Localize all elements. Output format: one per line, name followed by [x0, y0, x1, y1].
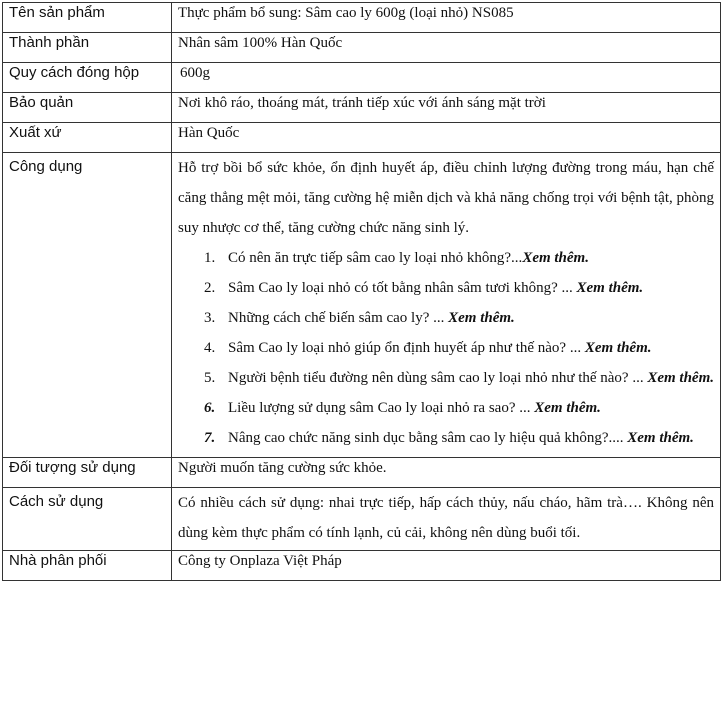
question-number: 1. — [204, 250, 216, 266]
row-origin — [3, 123, 721, 153]
value-ingredients: Nhân sâm 100% Hàn Quốc — [172, 33, 721, 63]
question-text: Có nên ăn trực tiếp sâm cao ly loại nhỏ không?... — [228, 250, 523, 266]
label-distributor: Nhà phân phối — [3, 551, 172, 581]
question-text-wrap — [228, 303, 714, 333]
row-benefits — [3, 153, 721, 458]
question-item[interactable] — [178, 303, 714, 333]
row-storage — [3, 93, 721, 123]
question-text: Sâm Cao ly loại nhỏ giúp ổn định huyết áp như thế nào? ... — [228, 340, 585, 356]
question-item[interactable] — [178, 333, 714, 363]
question-item[interactable] — [178, 273, 714, 303]
question-text: Những cách chế biến sâm cao ly? ... — [228, 310, 449, 326]
question-number: 5. — [204, 370, 216, 386]
label-usage: Cách sử dụng — [3, 488, 172, 551]
question-text: Nâng cao chức năng sinh dục bằng sâm cao ly hiệu quả không?.... — [228, 430, 628, 446]
label-target-users: Đối tượng sử dụng — [3, 458, 172, 488]
read-more-link[interactable]: Xem thêm. — [534, 400, 601, 416]
read-more-link[interactable]: Xem thêm. — [448, 310, 515, 326]
row-product-name — [3, 3, 721, 33]
value-origin: Hàn Quốc — [172, 123, 721, 153]
label-packaging: Quy cách đóng hộp — [3, 63, 172, 93]
product-spec-table — [2, 2, 721, 581]
question-item[interactable] — [178, 243, 714, 273]
row-target-users — [3, 458, 721, 488]
value-target-users: Người muốn tăng cường sức khỏe. — [172, 458, 721, 488]
usage-instructions — [178, 488, 714, 548]
usage-line-2: Không nên dùng kèm thực phẩm có tính lạnh, củ cải, không nên dùng buổi tối. — [178, 495, 714, 541]
question-text-wrap — [228, 273, 714, 303]
question-text: Liều lượng sử dụng sâm Cao ly loại nhỏ ra sao? ... — [228, 400, 535, 416]
benefits-question-list — [178, 243, 714, 453]
row-packaging — [3, 63, 721, 93]
question-number: 3. — [204, 310, 216, 326]
value-packaging: 600g — [172, 63, 721, 93]
question-text-wrap — [228, 423, 714, 453]
read-more-link[interactable]: Xem thêm. — [647, 370, 715, 386]
question-item[interactable] — [178, 423, 714, 453]
usage-line-1: Có nhiều cách sử dụng: nhai trực tiếp, hấp cách thủy, nấu cháo, hãm trà…. — [178, 495, 642, 511]
row-distributor — [3, 551, 721, 581]
read-more-link[interactable]: Xem thêm. — [584, 340, 652, 356]
label-benefits: Công dụng — [3, 153, 172, 458]
question-text-wrap — [228, 333, 714, 363]
benefits-cell — [172, 153, 721, 458]
question-number: 6. — [204, 400, 216, 416]
question-text: Người bệnh tiểu đường nên dùng sâm cao ly loại nhỏ như thế nào? ... — [228, 370, 648, 386]
value-storage: Nơi khô ráo, thoáng mát, tránh tiếp xúc với ánh sáng mặt trời — [172, 93, 721, 123]
label-ingredients: Thành phần — [3, 33, 172, 63]
label-product-name: Tên sản phẩm — [3, 3, 172, 33]
row-ingredients — [3, 33, 721, 63]
read-more-link[interactable]: Xem thêm. — [522, 250, 589, 266]
question-text-wrap — [228, 243, 714, 273]
question-number: 7. — [204, 430, 216, 446]
row-usage — [3, 488, 721, 551]
read-more-link[interactable]: Xem thêm. — [627, 430, 694, 446]
question-number: 2. — [204, 280, 216, 296]
question-text-wrap — [228, 393, 714, 423]
question-text-wrap — [228, 363, 714, 393]
read-more-link[interactable]: Xem thêm. — [576, 280, 644, 296]
question-item[interactable] — [178, 363, 714, 393]
question-item[interactable] — [178, 393, 714, 423]
value-product-name: Thực phẩm bổ sung: Sâm cao ly 600g (loại nhỏ) NS085 — [172, 3, 721, 33]
usage-cell — [172, 488, 721, 551]
question-number: 4. — [204, 340, 216, 356]
label-storage: Bảo quản — [3, 93, 172, 123]
label-origin: Xuất xứ — [3, 123, 172, 153]
value-distributor: Công ty Onplaza Việt Pháp — [172, 551, 721, 581]
benefits-description: Hỗ trợ bồi bổ sức khỏe, ổn định huyết áp, điều chỉnh lượng đường trong máu, hạn chế căng thẳng mệt mỏi, tăng cường hệ miễn dịch và khả năng chống trọi với bệnh tật, phòng suy nhược cơ thể, tăng cường chức năng sinh lý. — [178, 160, 714, 236]
question-text: Sâm Cao ly loại nhỏ có tốt bằng nhân sâm tươi không? ... — [228, 280, 577, 296]
